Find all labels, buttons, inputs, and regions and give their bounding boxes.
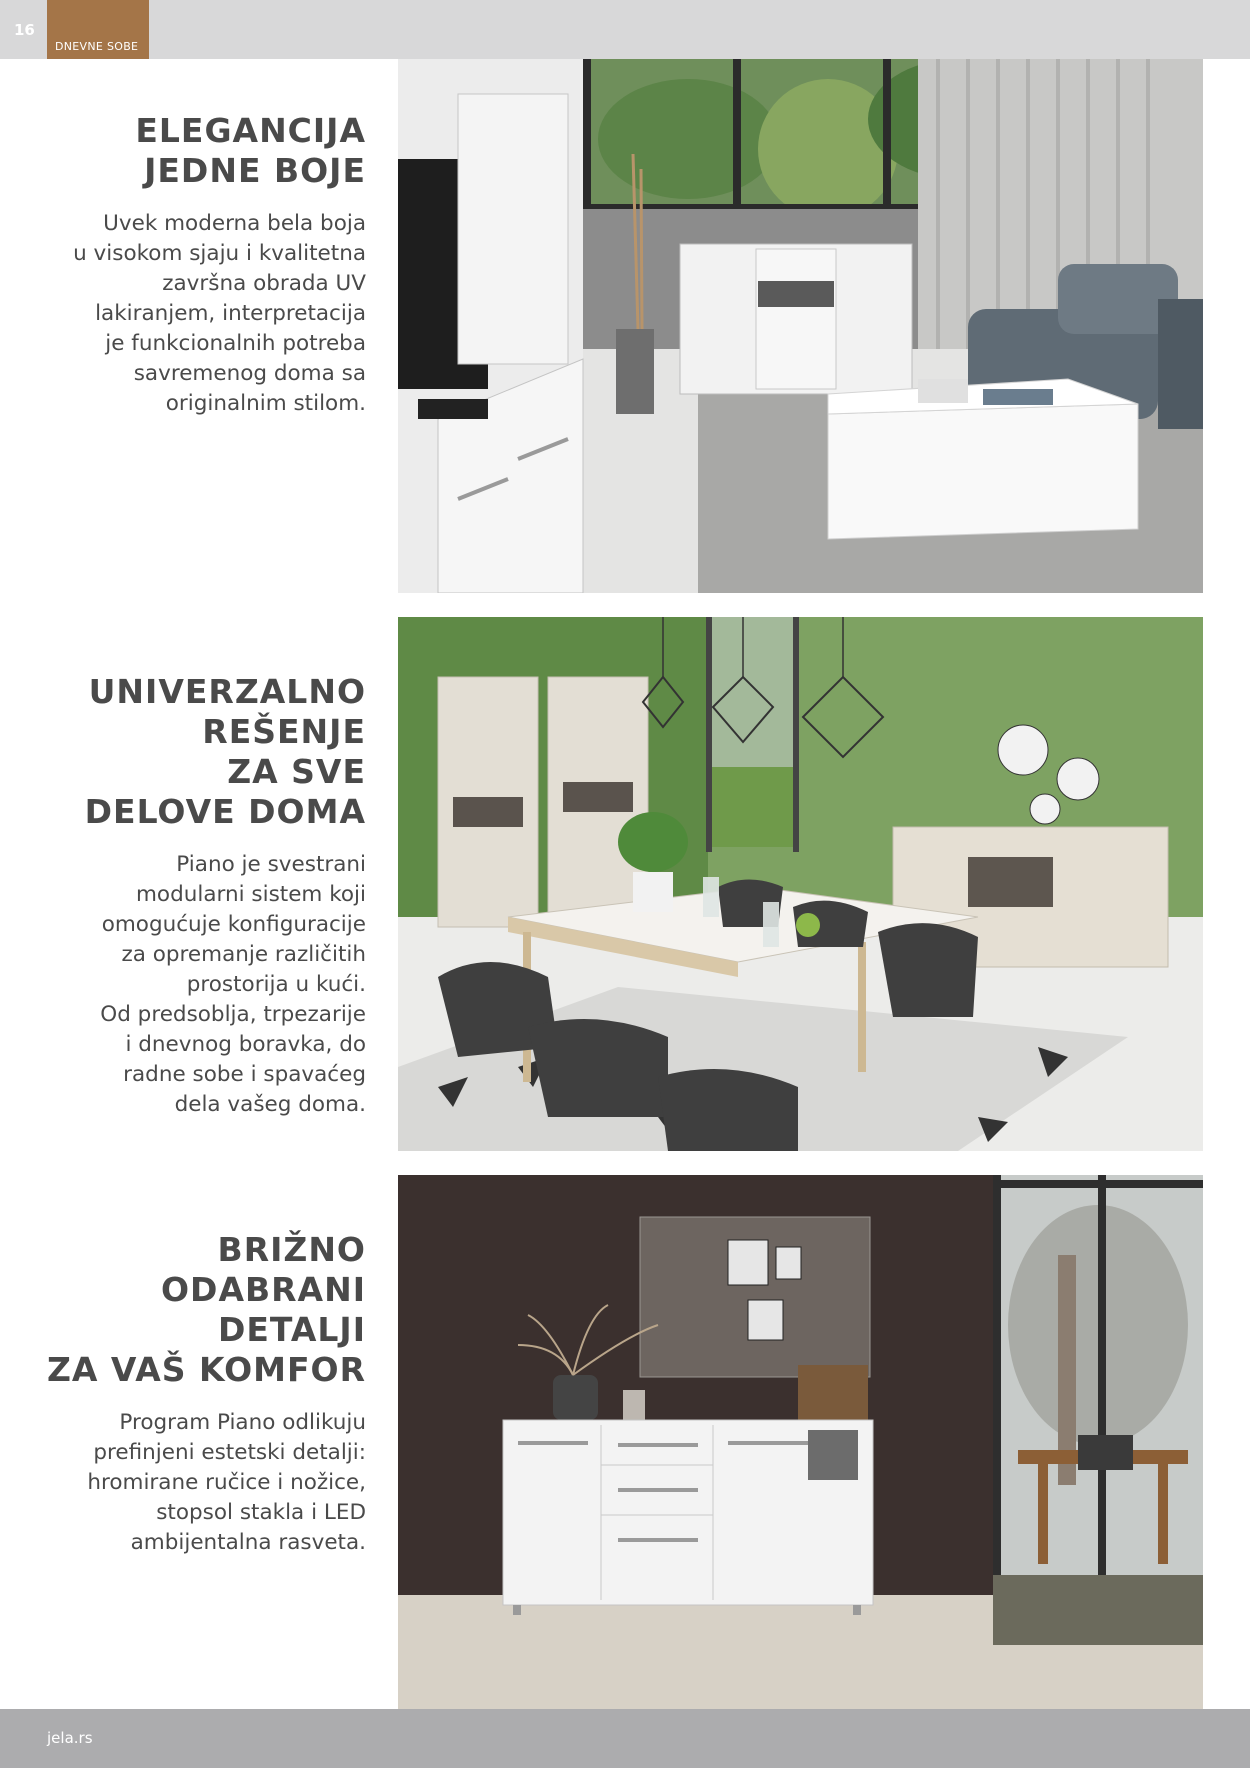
feature-text	[40, 1230, 366, 1558]
feature-body: Uvek moderna bela boja u visokom sjaju i kvalitetna završna obrada UV lakiranjem, interpretacija je funkcionalnih potreba savremenog doma sa originalnim stilom.	[73, 211, 366, 416]
feature-heading: UNIVERZALNO REŠENJE ZA SVE DELOVE DOMA	[84, 672, 366, 831]
bottom-bar	[0, 1709, 1250, 1768]
feature-block-brizno	[0, 1175, 1250, 1709]
site-url[interactable]: jela.rs	[47, 1729, 93, 1747]
top-bar	[0, 0, 1250, 59]
feature-block-elegancija	[0, 59, 1250, 593]
section-label: DNEVNE SOBE	[55, 40, 139, 53]
feature-text	[40, 672, 366, 1120]
feature-body: Piano je svestrani modularni sistem koji omogućuje konfiguracije za opremanje različitih prostorija u kući. Od predsoblja, trpezarije i dnevnog boravka, do radne sobe i spavaćeg dela vašeg doma.	[100, 852, 366, 1117]
section-tab	[47, 0, 149, 59]
feature-block-univerzalno	[0, 617, 1250, 1151]
feature-text	[40, 111, 366, 419]
feature-heading: ELEGANCIJA JEDNE BOJE	[135, 111, 366, 190]
sideboard-photo	[398, 1175, 1203, 1709]
feature-heading: BRIŽNO ODABRANI DETALJI ZA VAŠ KOMFOR	[46, 1230, 366, 1389]
dining-room-photo	[398, 617, 1203, 1151]
feature-body: Program Piano odlikuju prefinjeni estetski detalji: hromirane ručice i nožice, stopsol stakla i LED ambijentalna rasveta.	[87, 1410, 366, 1555]
page-number: 16	[14, 21, 35, 39]
living-room-photo	[398, 59, 1203, 593]
